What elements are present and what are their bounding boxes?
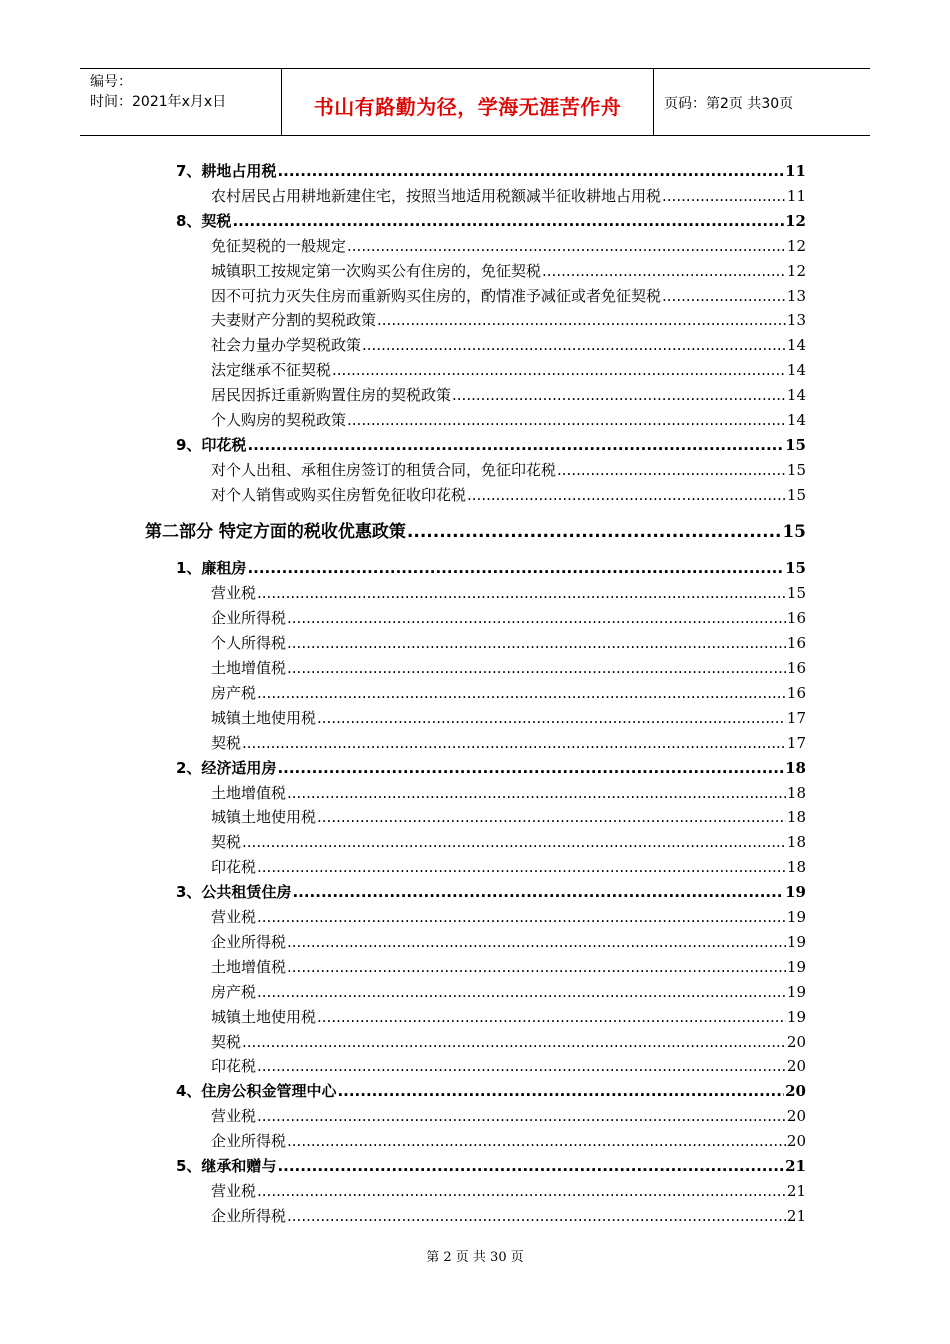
toc-entry-page: 21	[786, 1182, 806, 1200]
toc-entry-title: 营业税	[211, 908, 257, 926]
toc-entry[interactable]	[211, 981, 806, 1003]
toc-entry-title: 企业所得税	[211, 1207, 287, 1225]
header-motto: 书山有路勤为径，学海无涯苦作舟	[282, 69, 654, 135]
toc-entry-title: 8、契税	[176, 212, 232, 230]
toc-entry-page: 20	[786, 1057, 806, 1075]
toc-entry-title: 2、经济适用房	[176, 759, 277, 777]
toc-leader-dots	[557, 459, 786, 481]
header-page-info: 页码：第2页 共30页	[664, 96, 794, 112]
toc-entry[interactable]	[211, 484, 806, 506]
toc-leader-dots	[242, 831, 786, 853]
toc-entry-title: 4、住房公积金管理中心	[176, 1082, 337, 1100]
toc-entry[interactable]	[211, 1006, 806, 1028]
toc-entry-title: 个人购房的契税政策	[211, 411, 347, 429]
toc-leader-dots	[247, 434, 784, 456]
toc-leader-dots	[287, 782, 786, 804]
toc-entry-title: 营业税	[211, 1107, 257, 1125]
toc-entry-title: 社会力量办学契税政策	[211, 336, 362, 354]
toc-entry-page: 16	[786, 659, 806, 677]
toc-entry[interactable]	[176, 557, 806, 579]
toc-leader-dots	[257, 1055, 786, 1077]
toc-leader-dots	[347, 235, 786, 257]
toc-leader-dots	[287, 607, 786, 629]
toc-entry-page: 20	[786, 1107, 806, 1125]
toc-entry[interactable]	[211, 831, 806, 853]
toc-entry-page: 18	[786, 833, 806, 851]
toc-leader-dots	[287, 657, 786, 679]
toc-leader-dots	[242, 732, 786, 754]
toc-entry-page: 14	[786, 336, 806, 354]
toc-leader-dots	[662, 185, 786, 207]
toc-leader-dots	[257, 856, 786, 878]
toc-leader-dots	[332, 359, 786, 381]
toc-entry-page: 19	[786, 1008, 806, 1026]
toc-entry-title: 夫妻财产分割的契税政策	[211, 311, 377, 329]
toc-leader-dots	[257, 981, 786, 1003]
toc-leader-dots	[287, 1130, 786, 1152]
toc-entry-title: 城镇土地使用税	[211, 808, 317, 826]
toc-leader-dots	[287, 1205, 786, 1227]
toc-entry-page: 20	[786, 1132, 806, 1150]
toc-entry-title: 土地增值税	[211, 659, 287, 677]
toc-entry-page: 11	[785, 162, 806, 180]
toc-leader-dots	[287, 931, 786, 953]
toc-entry-page: 18	[786, 808, 806, 826]
toc-entry[interactable]	[211, 657, 806, 679]
toc-entry[interactable]	[211, 906, 806, 928]
toc-entry-page: 20	[785, 1082, 806, 1100]
toc-leader-dots	[247, 557, 784, 579]
toc-entry-title: 企业所得税	[211, 1132, 287, 1150]
toc-entry[interactable]	[211, 285, 806, 307]
toc-leader-dots	[662, 285, 786, 307]
toc-entry-title: 对个人销售或购买住房暂免征收印花税	[211, 486, 467, 504]
toc-entry-title: 农村居民占用耕地新建住宅，按照当地适用税额减半征收耕地占用税	[211, 187, 662, 205]
toc-leader-dots	[232, 210, 784, 232]
toc-entry-page: 16	[786, 609, 806, 627]
toc-leader-dots	[467, 484, 786, 506]
toc-entry-page: 12	[786, 237, 806, 255]
toc-leader-dots	[257, 1105, 786, 1127]
header-meta	[80, 69, 282, 135]
toc-entry-page: 17	[786, 734, 806, 752]
toc-entry-title: 3、公共租赁住房	[176, 883, 292, 901]
toc-entry[interactable]	[176, 210, 806, 232]
toc-entry-title: 营业税	[211, 1182, 257, 1200]
toc-leader-dots	[257, 682, 786, 704]
toc-entry-page: 21	[786, 1207, 806, 1225]
toc-entry[interactable]	[176, 434, 806, 456]
toc-entry[interactable]	[211, 235, 806, 257]
toc-entry-page: 15	[786, 461, 806, 479]
toc-entry-page: 16	[786, 634, 806, 652]
toc-entry-page: 19	[785, 883, 806, 901]
toc-entry[interactable]	[211, 260, 806, 282]
toc-leader-dots	[317, 806, 786, 828]
toc-leader-dots	[337, 1080, 784, 1102]
toc-entry[interactable]	[211, 782, 806, 804]
toc-entry-title: 营业税	[211, 584, 257, 602]
toc-entry-title: 5、继承和赠与	[176, 1157, 277, 1175]
toc-leader-dots	[257, 1180, 786, 1202]
toc-entry[interactable]	[176, 160, 806, 182]
toc-entry-page: 19	[786, 958, 806, 976]
toc-entry-title: 免征契税的一般规定	[211, 237, 347, 255]
toc-entry[interactable]	[211, 856, 806, 878]
toc-entry[interactable]	[211, 1105, 806, 1127]
toc-entry-page: 19	[786, 908, 806, 926]
toc-entry-page: 13	[786, 287, 806, 305]
page-header	[80, 68, 870, 136]
toc-entry[interactable]	[211, 956, 806, 978]
toc-entry-page: 14	[786, 411, 806, 429]
toc-entry-title: 契税	[211, 1033, 242, 1051]
page-footer: 第 2 页 共 30 页	[426, 1250, 524, 1265]
toc-entry[interactable]	[211, 806, 806, 828]
toc-entry[interactable]	[176, 1155, 806, 1177]
toc-entry-page: 19	[786, 933, 806, 951]
toc-entry-title: 城镇土地使用税	[211, 709, 317, 727]
toc-entry-title: 房产税	[211, 684, 257, 702]
toc-entry[interactable]	[145, 519, 806, 545]
toc-entry[interactable]	[211, 931, 806, 953]
toc-entry-title: 土地增值税	[211, 784, 287, 802]
toc-entry[interactable]	[211, 732, 806, 754]
toc-entry[interactable]	[211, 582, 806, 604]
toc-entry-page: 20	[786, 1033, 806, 1051]
toc-entry-title: 对个人出租、承租住房签订的租赁合同，免征印花税	[211, 461, 557, 479]
toc-entry[interactable]	[176, 1080, 806, 1102]
toc-leader-dots	[362, 334, 786, 356]
toc-leader-dots	[287, 632, 786, 654]
toc-entry-page: 13	[786, 311, 806, 329]
toc-entry-page: 18	[785, 759, 806, 777]
toc-entry-page: 15	[782, 522, 806, 542]
toc-entry[interactable]	[211, 1031, 806, 1053]
toc-leader-dots	[377, 309, 786, 331]
toc-entry[interactable]	[211, 707, 806, 729]
toc-entry-title: 印花税	[211, 1057, 257, 1075]
toc-entry-title: 法定继承不征契税	[211, 361, 332, 379]
toc-entry[interactable]	[211, 309, 806, 331]
toc-entry[interactable]	[211, 384, 806, 406]
toc-entry[interactable]	[211, 1180, 806, 1202]
toc-leader-dots	[317, 1006, 786, 1028]
toc-entry[interactable]	[211, 632, 806, 654]
toc-entry-page: 12	[785, 212, 806, 230]
toc-leader-dots	[277, 1155, 784, 1177]
toc-entry-title: 房产税	[211, 983, 257, 1001]
toc-entry[interactable]	[211, 1130, 806, 1152]
toc-leader-dots	[287, 956, 786, 978]
time-label: 时间：2021年x月x日	[90, 94, 227, 110]
toc-entry[interactable]	[211, 409, 806, 431]
toc-entry-title: 城镇土地使用税	[211, 1008, 317, 1026]
toc-entry-title: 1、廉租房	[176, 559, 247, 577]
toc-entry-page: 21	[785, 1157, 806, 1175]
toc-entry[interactable]	[211, 1055, 806, 1077]
toc-entry-title: 居民因拆迁重新购置住房的契税政策	[211, 386, 452, 404]
toc-entry[interactable]	[211, 682, 806, 704]
toc-entry[interactable]	[211, 334, 806, 356]
toc-entry-title: 契税	[211, 734, 242, 752]
toc-leader-dots	[242, 1031, 786, 1053]
toc-entry-page: 19	[786, 983, 806, 1001]
toc-entry-title: 印花税	[211, 858, 257, 876]
toc-entry-page: 14	[786, 361, 806, 379]
toc-entry-title: 企业所得税	[211, 933, 287, 951]
toc-leader-dots	[407, 519, 781, 545]
toc-entry[interactable]	[176, 881, 806, 903]
toc-leader-dots	[257, 906, 786, 928]
toc-entry-page: 11	[786, 187, 806, 205]
toc-entry[interactable]	[211, 185, 806, 207]
number-label: 编号：	[90, 74, 132, 90]
toc-entry-title: 城镇职工按规定第一次购买公有住房的，免征契税	[211, 262, 542, 280]
toc-entry-page: 15	[785, 559, 806, 577]
toc-leader-dots	[277, 160, 784, 182]
toc-entry-page: 12	[786, 262, 806, 280]
toc-entry-title: 因不可抗力灭失住房而重新购买住房的，酌情准予减征或者免征契税	[211, 287, 662, 305]
toc-entry-page: 18	[786, 858, 806, 876]
toc-leader-dots	[452, 384, 786, 406]
toc-entry[interactable]	[211, 607, 806, 629]
toc-leader-dots	[257, 582, 786, 604]
toc-entry-title: 第二部分 特定方面的税收优惠政策	[145, 522, 406, 542]
toc-entry-title: 土地增值税	[211, 958, 287, 976]
toc-entry-page: 18	[786, 784, 806, 802]
toc-entry-page: 17	[786, 709, 806, 727]
toc-entry-title: 9、印花税	[176, 436, 247, 454]
toc-entry[interactable]	[211, 359, 806, 381]
toc-entry-title: 个人所得税	[211, 634, 287, 652]
toc-entry-page: 16	[786, 684, 806, 702]
toc-leader-dots	[292, 881, 784, 903]
toc-entry-page: 15	[786, 486, 806, 504]
toc-leader-dots	[542, 260, 786, 282]
toc-entry[interactable]	[211, 459, 806, 481]
toc-leader-dots	[317, 707, 786, 729]
toc-entry-title: 契税	[211, 833, 242, 851]
toc-leader-dots	[277, 757, 784, 779]
toc-entry-page: 14	[786, 386, 806, 404]
toc-leader-dots	[347, 409, 786, 431]
toc-entry[interactable]	[176, 757, 806, 779]
toc-entry-page: 15	[786, 584, 806, 602]
toc-entry-page: 15	[785, 436, 806, 454]
toc-entry-title: 7、耕地占用税	[176, 162, 277, 180]
toc-entry[interactable]	[211, 1205, 806, 1227]
toc-entry-title: 企业所得税	[211, 609, 287, 627]
